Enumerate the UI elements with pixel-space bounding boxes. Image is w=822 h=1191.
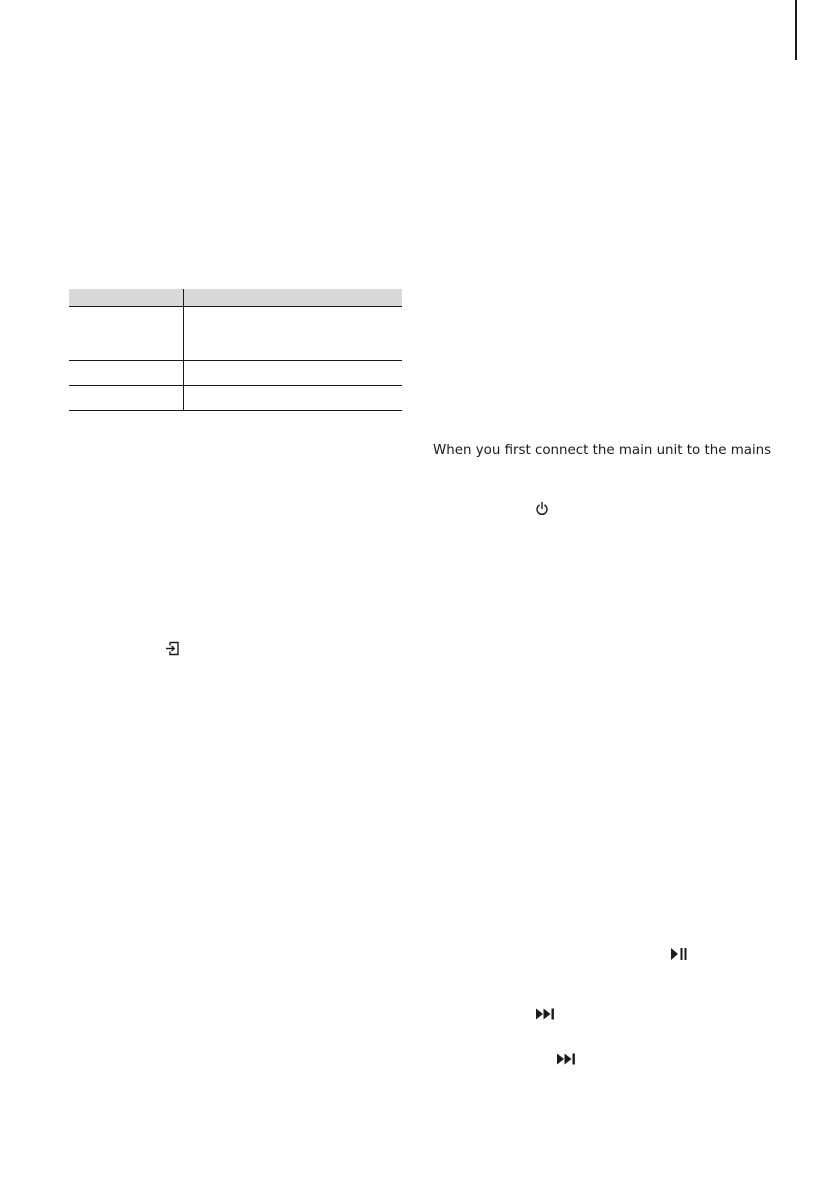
mains-connect-text: When you first connect the main unit to the mains bbox=[433, 443, 772, 458]
table-row bbox=[69, 386, 402, 411]
table-cell bbox=[69, 361, 183, 386]
next-track-icon bbox=[535, 1008, 557, 1020]
table-cell bbox=[183, 386, 402, 411]
table-cell bbox=[183, 307, 402, 361]
play-pause-icon bbox=[670, 947, 688, 961]
spec-table bbox=[69, 289, 402, 411]
table-cell bbox=[69, 386, 183, 411]
page-edge-rule bbox=[795, 0, 797, 60]
input-source-icon bbox=[165, 641, 180, 656]
table-row bbox=[69, 307, 402, 361]
table-cell bbox=[183, 361, 402, 386]
next-track-icon bbox=[556, 1053, 578, 1065]
table-header-cell bbox=[183, 289, 402, 307]
table-cell bbox=[69, 307, 183, 361]
power-icon bbox=[535, 501, 549, 516]
table-header-row bbox=[69, 289, 402, 307]
table-row bbox=[69, 361, 402, 386]
table-header-cell bbox=[69, 289, 183, 307]
